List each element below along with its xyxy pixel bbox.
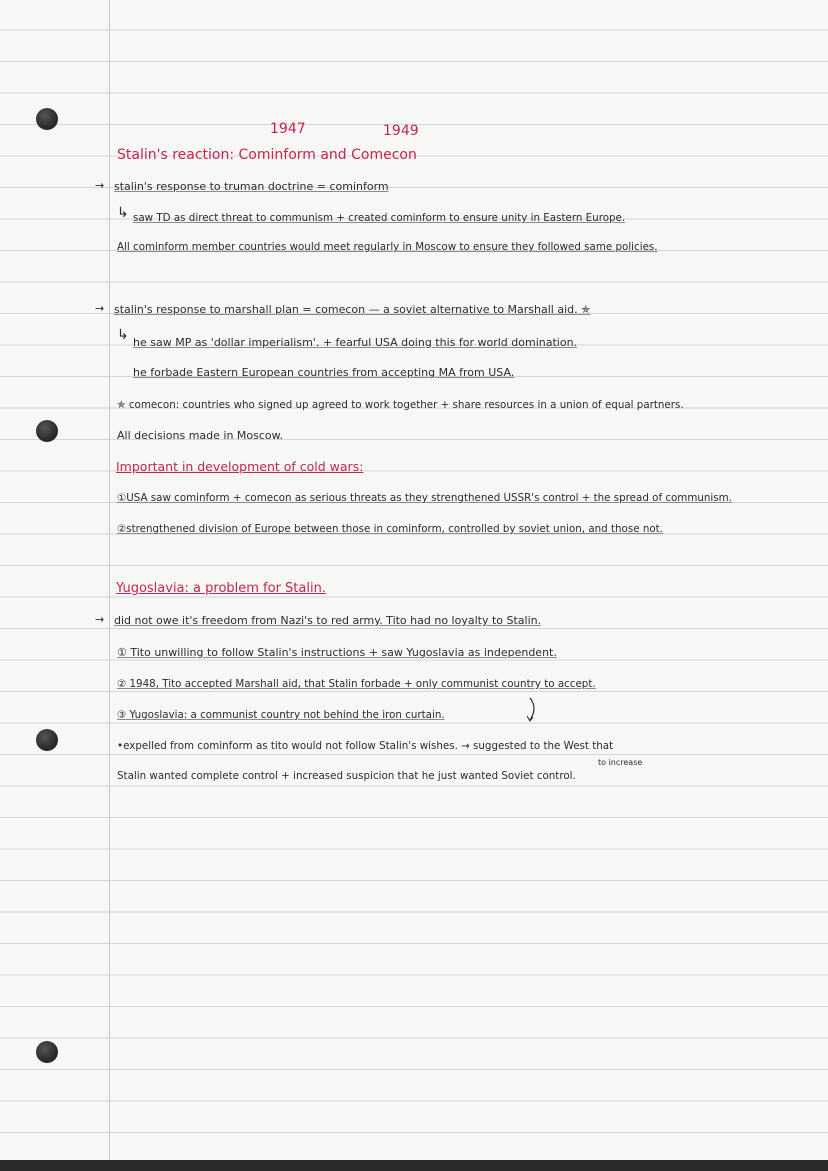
arrow-icon: → (95, 179, 105, 192)
importance-point-2: ②strengthened division of Europe between those in cominform, controlled by soviet union, and those not. (117, 523, 663, 535)
importance-point-1: ①USA saw cominform + comecon as serious threats as they strengthened USSR's control + the spread of communism. (117, 492, 732, 504)
importance-title: Important in development of cold wars: (116, 459, 364, 474)
margin-line (109, 0, 110, 1160)
year-1947: 1947 (270, 121, 306, 137)
cominform-line-3: All cominform member countries would meet regularly in Moscow to ensure they followed same policies. (117, 241, 658, 253)
year-1949: 1949 (383, 123, 419, 139)
arrow-icon: → (95, 302, 105, 315)
cominform-line-2: saw TD as direct threat to communism + created cominform to ensure unity in Eastern Europe. (133, 212, 626, 224)
comecon-line-1: stalin's response to marshall plan = comecon — a soviet alternative to Marshall aid. ✯ (114, 303, 591, 316)
page-bottom-edge (0, 1160, 828, 1171)
comecon-line-3: he forbade Eastern European countries from accepting MA from USA. (133, 366, 515, 379)
yugoslavia-point-1: ① Tito unwilling to follow Stalin's instructions + saw Yugoslavia as independent. (117, 646, 557, 659)
yugoslavia-line-1: did not owe it's freedom from Nazi's to red army. Tito had no loyalty to Stalin. (114, 614, 542, 627)
punch-hole (36, 108, 58, 130)
comecon-line-2: he saw MP as 'dollar imperialism'. + fearful USA doing this for world domination. (133, 336, 578, 349)
yugoslavia-point-3: ③ Yugoslavia: a communist country not behind the iron curtain. (117, 709, 445, 721)
yugoslavia-line-2: •expelled from cominform as tito would not follow Stalin's wishes. → suggested to the West that (117, 740, 614, 752)
cominform-line-1: stalin's response to truman doctrine = cominform (114, 180, 389, 193)
comecon-line-4: ✯ comecon: countries who signed up agreed to work together + share resources in a union of equal partners. (117, 399, 684, 411)
insert-note: to increase (598, 758, 643, 767)
punch-hole (36, 420, 58, 442)
page-title: Stalin's reaction: Cominform and Comecon (117, 147, 417, 163)
punch-hole (36, 1041, 58, 1063)
curved-arrow-icon (522, 696, 542, 726)
sub-arrow-icon: ↳ (117, 205, 129, 221)
arrow-icon: → (95, 613, 105, 626)
yugoslavia-line-3: Stalin wanted complete control + increased suspicion that he just wanted Soviet control. (117, 770, 576, 782)
punch-hole (36, 729, 58, 751)
comecon-line-5: All decisions made in Moscow. (117, 429, 284, 442)
yugoslavia-point-2: ② 1948, Tito accepted Marshall aid, that Stalin forbade + only communist country to accept. (117, 678, 596, 690)
yugoslavia-title: Yugoslavia: a problem for Stalin. (116, 581, 326, 596)
sub-arrow-icon: ↳ (117, 327, 129, 343)
